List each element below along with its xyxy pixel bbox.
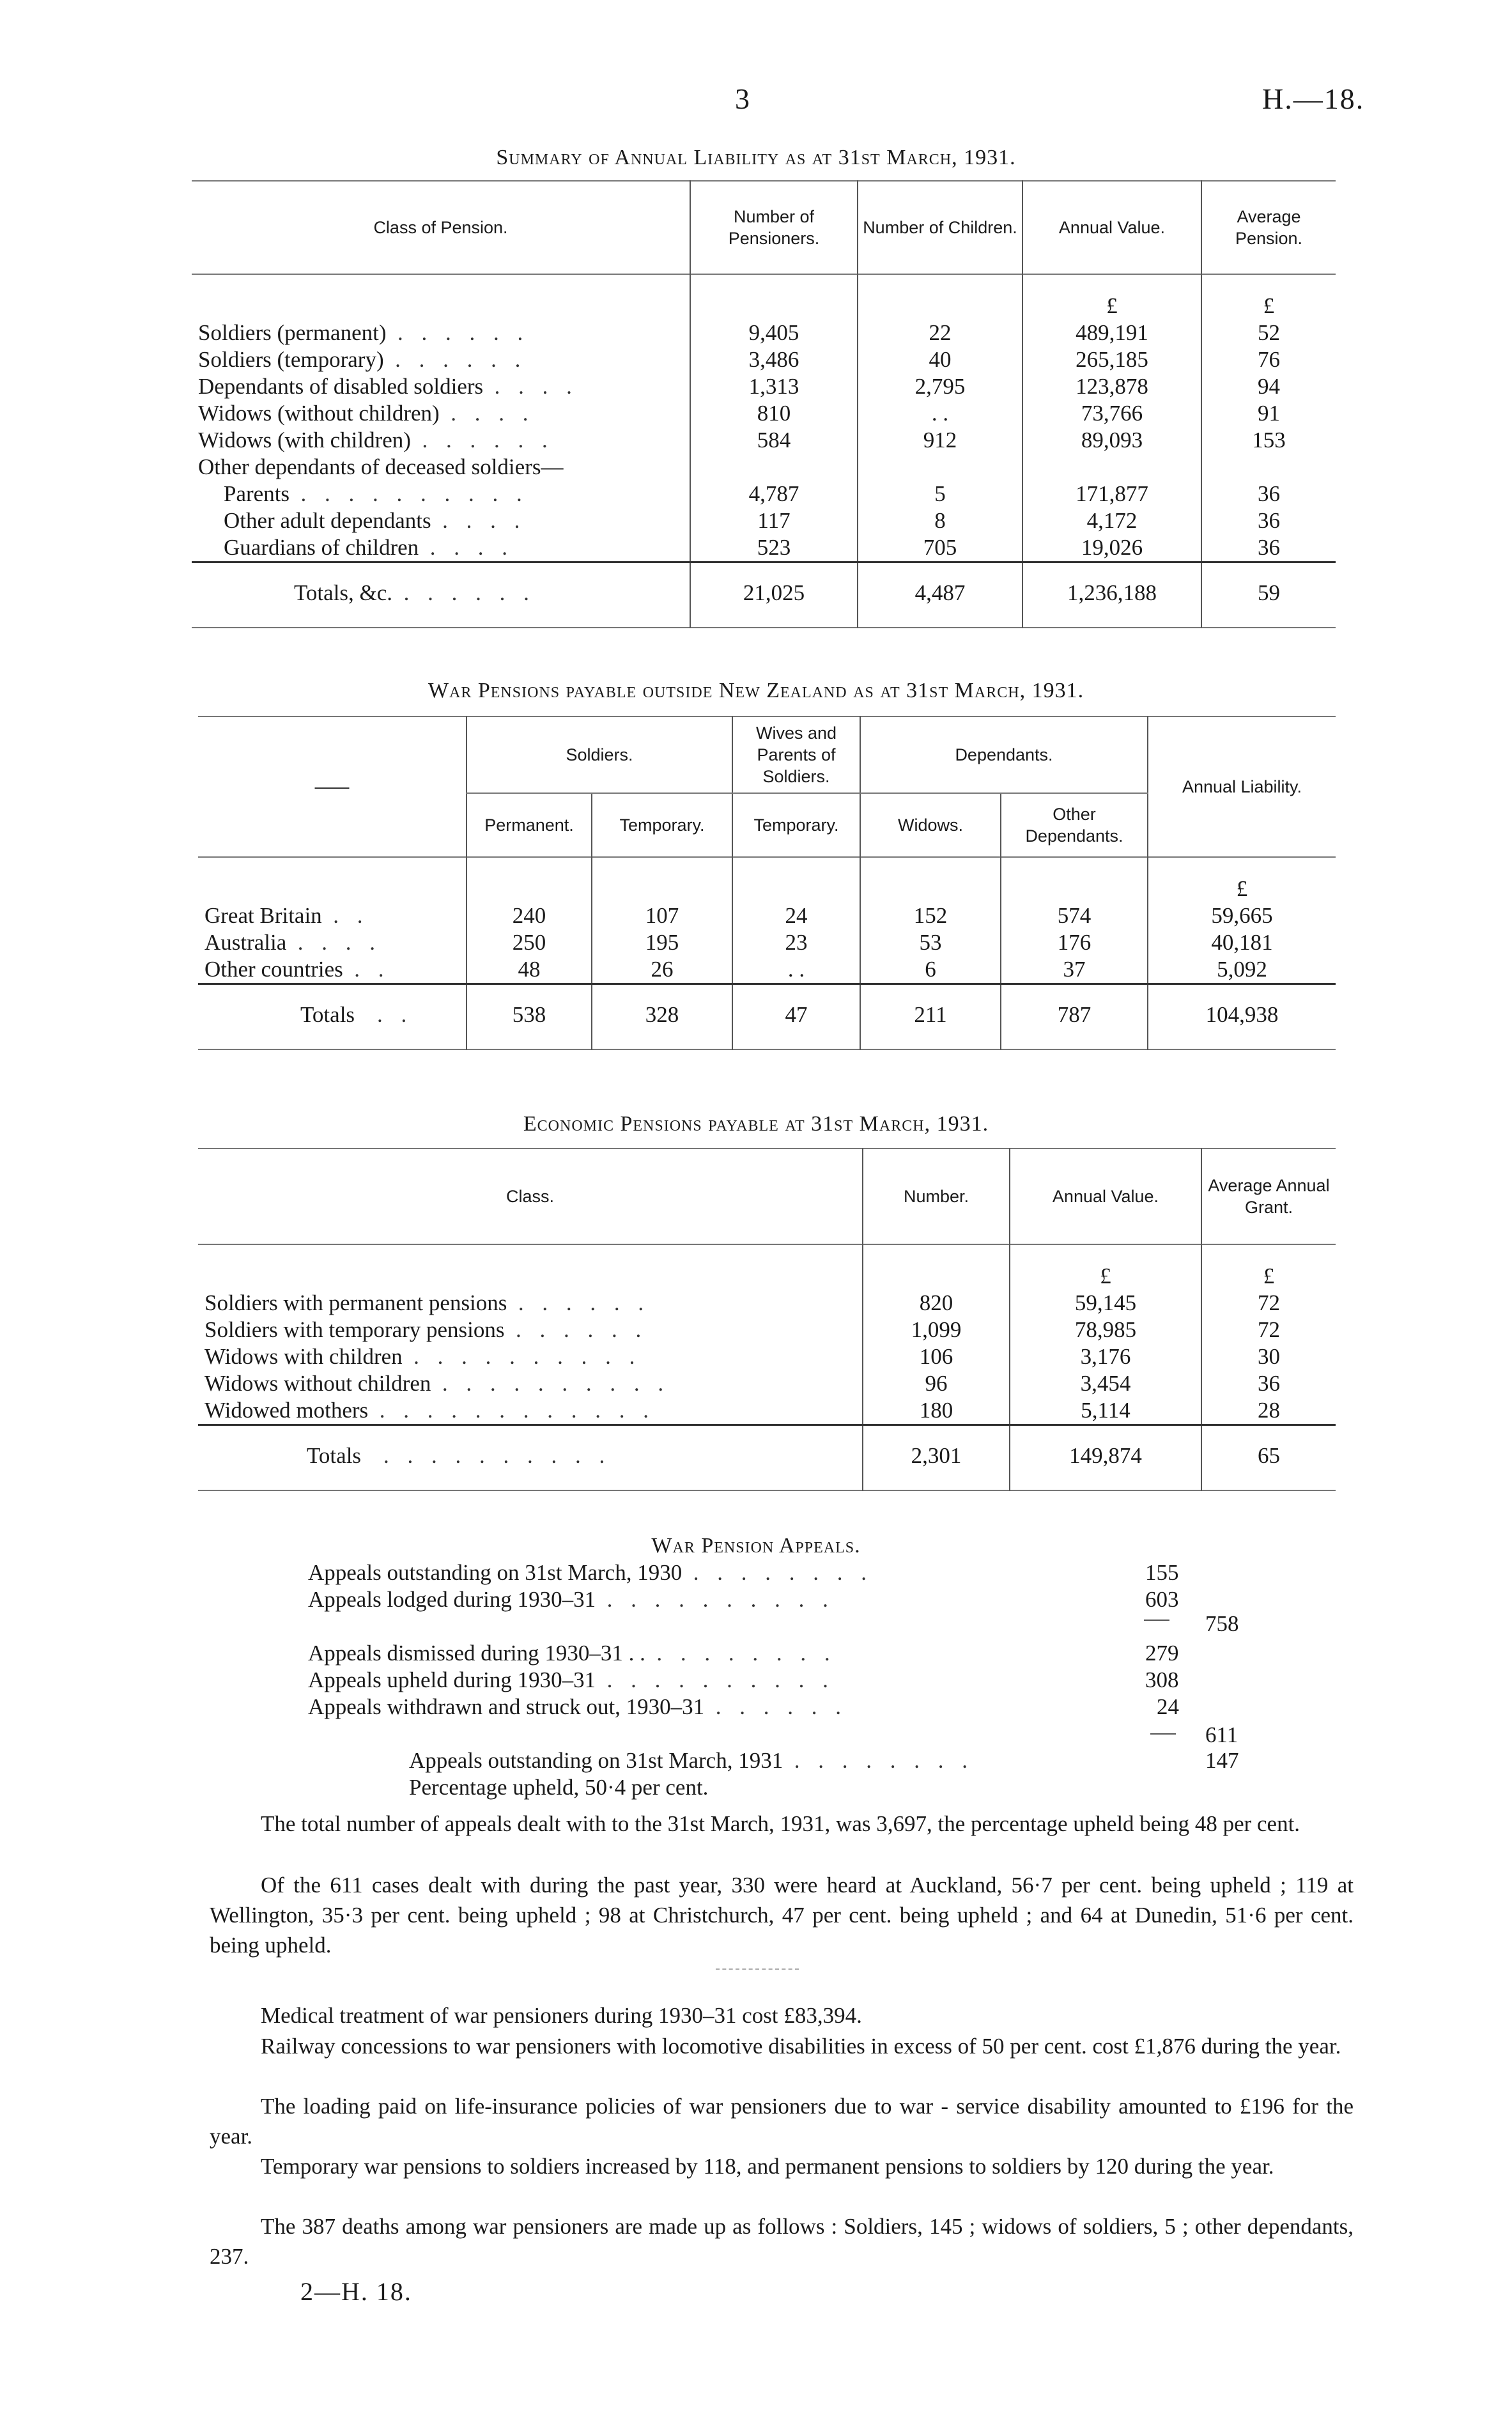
paragraph-text: The total number of appeals dealt with to the 31st March, 1931, was 3,697, the percentage upheld being 48 per cent.: [261, 1811, 1300, 1836]
row-label-cell: [192, 507, 690, 534]
leader-dots: . . . . . . . . . .: [606, 1587, 835, 1612]
col-number-of-pensioners: Number of Pensioners.: [690, 181, 858, 274]
section-separator: [716, 1968, 799, 1970]
row-label: Widows with children: [204, 1344, 403, 1369]
row-label-cell: [198, 929, 467, 956]
paragraph-temporary: [210, 2151, 1354, 2181]
cell-children: 912: [858, 427, 1022, 454]
col-average-pension: Average Pension.: [1201, 181, 1336, 274]
summary-header-row: [192, 181, 1336, 274]
cell-value: 123,878: [1022, 373, 1201, 400]
appeal-outstanding-1931-value: 147: [1205, 1748, 1239, 1773]
cell-widows: 53: [860, 929, 1001, 956]
summary-row: [192, 320, 1336, 346]
row-label: Great Britain: [204, 903, 322, 928]
economic-row: [198, 1370, 1336, 1397]
cell-average: 72: [1201, 1290, 1336, 1317]
overseas-totals-row: [198, 984, 1336, 1050]
leader-dots: . . . . . .: [518, 1290, 651, 1315]
col-class: Class.: [505, 1187, 554, 1206]
cell-average: 36: [1201, 534, 1336, 562]
appeal-label: Appeals outstanding on 31st March, 1930: [308, 1560, 683, 1585]
row-label-cell: [198, 1317, 863, 1343]
col-annual-value: Annual Value.: [1022, 181, 1201, 274]
economic-units-row: [198, 1263, 1336, 1290]
cell-widows: 152: [860, 902, 1001, 929]
economic-row: [198, 1343, 1336, 1370]
cell-wives: 23: [732, 929, 860, 956]
economic-table-title: Economic Pensions payable at 31st March, 1931.: [523, 1112, 989, 1136]
row-label-cell: [192, 346, 690, 373]
row-label: Other countries: [204, 957, 343, 982]
cell-pensioners: 3,486: [690, 346, 858, 373]
summary-table: [192, 180, 1336, 628]
leader-dots: . . . . . .: [422, 428, 554, 452]
leader-dots: . . . . . . . .: [794, 1748, 974, 1773]
appeal-label: Appeals dismissed during 1930–31 . .: [308, 1641, 645, 1666]
paragraph-text: Temporary war pensions to soldiers increased by 118, and permanent pensions to soldiers by 120 during the year.: [261, 2154, 1274, 2179]
cell-average: 30: [1201, 1343, 1336, 1370]
economic-row: [198, 1397, 1336, 1425]
appeal-label: Appeals withdrawn and struck out, 1930–31: [308, 1694, 705, 1719]
row-label-cell: [198, 1290, 863, 1317]
cell-children: 5: [858, 481, 1022, 507]
overseas-units-row: [198, 876, 1336, 902]
cell-number: 180: [863, 1397, 1010, 1425]
cell-value: 89,093: [1022, 427, 1201, 454]
overseas-row: [198, 902, 1336, 929]
col-class-of-pension: Class of Pension.: [373, 218, 508, 237]
overseas-table-title: War Pensions payable outside New Zealand as at 31st March, 1931.: [428, 679, 1084, 702]
row-label-cell: [192, 481, 690, 507]
cell-value: 5,114: [1010, 1397, 1201, 1425]
economic-row: [198, 1290, 1336, 1317]
row-label: Other dependants of deceased soldiers—: [198, 454, 564, 479]
summary-row: [192, 373, 1336, 400]
summary-row: [192, 481, 1336, 507]
cell-average: 36: [1201, 481, 1336, 507]
paragraph-medical: [210, 2000, 1354, 2030]
leader-dots: . . . .: [442, 508, 527, 533]
cell-pensioners: 523: [690, 534, 858, 562]
cell-pensioners: 810: [690, 400, 858, 427]
leader-dots: . .: [354, 957, 390, 982]
cell-children: . .: [858, 400, 1022, 427]
appeal-subtotal-2: 611: [1205, 1722, 1238, 1747]
total-permanent: 538: [467, 984, 592, 1050]
total-temporary: 328: [592, 984, 732, 1050]
summary-row: [192, 507, 1336, 534]
leader-dots: . . . . . . . . . .: [383, 1443, 612, 1468]
paragraph-text: The 387 deaths among war pensioners are made up as follows : Soldiers, 145 ; widows of soldiers, 5 ; other dependants, 237.: [210, 2214, 1354, 2269]
leader-dots: . . . . . .: [715, 1694, 847, 1719]
cell-pensioners: 1,313: [690, 373, 858, 400]
group-soldiers: Soldiers.: [467, 716, 732, 793]
overseas-row: [198, 929, 1336, 956]
summary-row: [192, 346, 1336, 373]
leader-dots: . .: [377, 1002, 413, 1027]
appeal-label: Appeals upheld during 1930–31: [308, 1667, 596, 1692]
row-label-cell: [192, 534, 690, 562]
col-wives-temporary: Temporary.: [732, 793, 860, 857]
cell-liability: 5,092: [1148, 956, 1336, 984]
row-label: Other adult dependants: [224, 508, 431, 533]
overseas-row: [198, 956, 1336, 984]
total-other: 787: [1001, 984, 1148, 1050]
row-label: Soldiers (permanent): [198, 320, 387, 345]
cell-average: 153: [1201, 427, 1336, 454]
row-label: Soldiers with permanent pensions: [204, 1290, 507, 1315]
cell-average: 52: [1201, 320, 1336, 346]
summary-row: [192, 454, 1336, 481]
col-average-annual-grant: Average Annual Grant.: [1201, 1148, 1336, 1244]
paragraph-railway: [210, 2031, 1354, 2061]
col-temporary: Temporary.: [592, 793, 732, 857]
cell-temporary: 195: [592, 929, 732, 956]
unit-pound: £: [1201, 1263, 1336, 1290]
total-average: 59: [1201, 562, 1336, 628]
cell-pensioners: 117: [690, 507, 858, 534]
cell-pensioners: 4,787: [690, 481, 858, 507]
cell-value: 171,877: [1022, 481, 1201, 507]
row-label-cell: [192, 320, 690, 346]
subtotal-rule: [1144, 1620, 1169, 1621]
cell-children: 705: [858, 534, 1022, 562]
col-annual-value: Annual Value.: [1010, 1148, 1201, 1244]
row-label: Parents: [224, 481, 290, 506]
cell-average: 28: [1201, 1397, 1336, 1425]
col-permanent: Permanent.: [467, 793, 592, 857]
row-label: Widows without children: [204, 1371, 431, 1396]
economic-header-row: [198, 1148, 1336, 1244]
economic-totals-row: [198, 1425, 1336, 1491]
cell-value: 3,454: [1010, 1370, 1201, 1397]
cell-temporary: 107: [592, 902, 732, 929]
col-number-of-children: Number of Children.: [858, 181, 1022, 274]
economic-table: [198, 1148, 1336, 1491]
cell-pensioners: 584: [690, 427, 858, 454]
leader-dots: . .: [333, 903, 369, 928]
cell-value: 4,172: [1022, 507, 1201, 534]
row-label: Widows (without children): [198, 401, 440, 426]
row-label: Totals, &c.: [294, 580, 393, 605]
total-widows: 211: [860, 984, 1001, 1050]
appeal-withdrawn-value: 24: [1157, 1694, 1179, 1719]
total-liability: 104,938: [1148, 984, 1336, 1050]
appeal-upheld: [308, 1667, 835, 1694]
paragraph-appeals-total: [210, 1809, 1354, 1839]
total-wives: 47: [732, 984, 860, 1050]
summary-table-title: Summary of Annual Liability as at 31st March, 1931.: [496, 146, 1016, 169]
overseas-table: [198, 716, 1336, 1050]
paragraph-insurance: [210, 2091, 1354, 2151]
leader-dots: . . . . . .: [516, 1317, 648, 1342]
leader-dots: . . . . . . . . . .: [606, 1667, 835, 1692]
leader-dots: . . . . . . . . . .: [300, 481, 528, 506]
leader-dots: . . . . . . . . . . . .: [379, 1398, 655, 1423]
leader-dots: . . . . . . . . . .: [413, 1344, 642, 1369]
cell-pensioners: 9,405: [690, 320, 858, 346]
cell-other: 574: [1001, 902, 1148, 929]
cell-other: 37: [1001, 956, 1148, 984]
cell-number: 106: [863, 1343, 1010, 1370]
row-label-cell: [192, 427, 690, 454]
row-label-cell: [198, 1370, 863, 1397]
total-children: 4,487: [858, 562, 1022, 628]
appeal-lodged: [308, 1586, 835, 1613]
cell-liability: 40,181: [1148, 929, 1336, 956]
overseas-header-row-1: [198, 716, 1336, 793]
paragraph-deaths: [210, 2211, 1354, 2271]
row-label-cell: [192, 373, 690, 400]
unit-pound: £: [1022, 293, 1201, 320]
appeal-outstanding-1931: [409, 1747, 974, 1774]
cell-children: 40: [858, 346, 1022, 373]
appeal-outstanding-1930-value: 155: [1145, 1560, 1179, 1585]
unit-pound: £: [1201, 293, 1336, 320]
col-annual-liability: Annual Liability.: [1148, 716, 1336, 857]
leader-dots: . . . . . .: [403, 580, 536, 605]
cell-value: [1022, 454, 1201, 481]
row-label-cell: [192, 400, 690, 427]
appeal-label: Appeals lodged during 1930–31: [308, 1587, 596, 1612]
summary-units-row: [192, 293, 1336, 320]
summary-row: [192, 534, 1336, 562]
cell-number: 820: [863, 1290, 1010, 1317]
subtotal-rule: [1150, 1733, 1176, 1735]
appeal-upheld-value: 308: [1145, 1667, 1179, 1692]
leader-dots: . . . .: [429, 535, 514, 560]
cell-value: 19,026: [1022, 534, 1201, 562]
cell-wives: . .: [732, 956, 860, 984]
page-number: 3: [735, 82, 750, 115]
report-reference: H.—18.: [1262, 82, 1365, 115]
cell-value: 489,191: [1022, 320, 1201, 346]
cell-average: 91: [1201, 400, 1336, 427]
leader-dots: . . . .: [297, 930, 382, 955]
group-dependants: Dependants.: [860, 716, 1148, 793]
row-label: Widowed mothers: [204, 1398, 369, 1423]
cell-permanent: 240: [467, 902, 592, 929]
leader-dots: . . . . . .: [395, 347, 527, 372]
cell-liability: 59,665: [1148, 902, 1336, 929]
cell-permanent: 250: [467, 929, 592, 956]
cell-children: [858, 454, 1022, 481]
unit-pound: £: [1010, 1263, 1201, 1290]
summary-row: [192, 400, 1336, 427]
cell-value: 265,185: [1022, 346, 1201, 373]
cell-other: 176: [1001, 929, 1148, 956]
row-label-cell: [198, 956, 467, 984]
cell-children: 2,795: [858, 373, 1022, 400]
appeal-percentage: Percentage upheld, 50·4 per cent.: [409, 1775, 709, 1800]
total-pensioners: 21,025: [690, 562, 858, 628]
row-label-cell: [198, 902, 467, 929]
total-number: 2,301: [863, 1425, 1010, 1491]
cell-pensioners: [690, 454, 858, 481]
unit-pound: £: [1148, 876, 1336, 902]
appeal-dismissed-value: 279: [1145, 1641, 1179, 1666]
leader-dots: . . . . . . . .: [656, 1641, 837, 1666]
row-label: Soldiers with temporary pensions: [204, 1317, 505, 1342]
total-value: 1,236,188: [1022, 562, 1201, 628]
paragraph-text: The loading paid on life-insurance policies of war pensioners due to war - service disability amounted to £196 for the year.: [210, 2094, 1354, 2149]
cell-children: 8: [858, 507, 1022, 534]
cell-permanent: 48: [467, 956, 592, 984]
row-label-cell: [198, 1397, 863, 1425]
row-label: Totals: [307, 1443, 362, 1468]
summary-row: [192, 427, 1336, 454]
appeal-subtotal-1: 758: [1205, 1611, 1239, 1636]
paragraph-text: Of the 611 cases dealt with during the past year, 330 were heard at Auckland, 56·7 per cent. being upheld ; 119 at Wellington, 35·3 per cent. being upheld ; 98 at Christchurch, 47 per cent. being upheld ; and 64 at Dunedin, 51·6 per cent. being upheld.: [210, 1873, 1354, 1958]
cell-average: 36: [1201, 507, 1336, 534]
economic-row: [198, 1317, 1336, 1343]
row-label: Widows (with children): [198, 428, 411, 452]
appeal-dismissed: [308, 1640, 837, 1667]
row-label: Totals: [300, 1002, 355, 1027]
cell-number: 1,099: [863, 1317, 1010, 1343]
row-label: Australia: [204, 930, 287, 955]
cell-average: 76: [1201, 346, 1336, 373]
appeal-lodged-value: 603: [1145, 1587, 1179, 1612]
row-label-cell: [198, 1343, 863, 1370]
total-average: 65: [1201, 1425, 1336, 1491]
col-widows: Widows.: [860, 793, 1001, 857]
cell-temporary: 26: [592, 956, 732, 984]
col-other-dependants: Other Dependants.: [1001, 793, 1148, 857]
cell-children: 22: [858, 320, 1022, 346]
cell-number: 96: [863, 1370, 1010, 1397]
appeals-title: War Pension Appeals.: [651, 1534, 861, 1558]
leader-dots: . . . .: [494, 374, 578, 399]
cell-value: 78,985: [1010, 1317, 1201, 1343]
leader-dots: . . . . . .: [397, 320, 530, 345]
appeal-label: Appeals outstanding on 31st March, 1931: [409, 1748, 783, 1773]
cell-value: 59,145: [1010, 1290, 1201, 1317]
cell-wives: 24: [732, 902, 860, 929]
footer-signature: 2—H. 18.: [300, 2277, 412, 2306]
row-label: Soldiers (temporary): [198, 347, 384, 372]
row-label-cell: [192, 454, 690, 481]
group-wives-parents: Wives and Parents of Soldiers.: [732, 716, 860, 793]
cell-average: [1201, 454, 1336, 481]
row-label: Dependants of disabled soldiers: [198, 374, 484, 399]
cell-average: 94: [1201, 373, 1336, 400]
appeal-withdrawn: [308, 1694, 847, 1720]
summary-totals-row: [192, 562, 1336, 628]
paragraph-appeals-cities: [210, 1870, 1354, 1960]
appeal-outstanding-1930: [308, 1559, 873, 1586]
cell-widows: 6: [860, 956, 1001, 984]
paragraph-text: Medical treatment of war pensioners during 1930–31 cost £83,394.: [261, 2003, 862, 2028]
total-value: 149,874: [1010, 1425, 1201, 1491]
cell-average: 36: [1201, 1370, 1336, 1397]
blank-header: ——: [314, 777, 350, 796]
cell-value: 73,766: [1022, 400, 1201, 427]
cell-average: 72: [1201, 1317, 1336, 1343]
leader-dots: . . . . . . . .: [693, 1560, 873, 1585]
col-number: Number.: [863, 1148, 1010, 1244]
leader-dots: . . . . . . . . . .: [442, 1371, 670, 1396]
row-label: Guardians of children: [224, 535, 419, 560]
paragraph-text: Railway concessions to war pensioners with locomotive disabilities in excess of 50 per cent. cost £1,876 during the year.: [261, 2034, 1341, 2059]
leader-dots: . . . .: [451, 401, 535, 426]
cell-value: 3,176: [1010, 1343, 1201, 1370]
